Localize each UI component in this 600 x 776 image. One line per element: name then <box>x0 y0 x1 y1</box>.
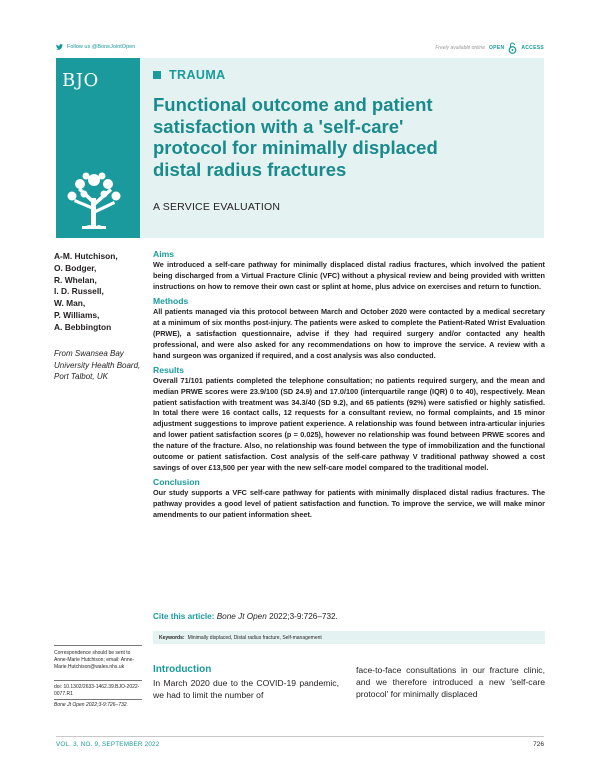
twitter-handle: Follow us @BoneJointOpen <box>67 44 136 50</box>
top-bar <box>56 44 544 56</box>
section-square <box>153 71 161 79</box>
abstract-text-results: Overall 71/101 patients completed the telephone consultation; no patients required surgery, and the mean and median PRWE scores were 23.9/100 (SD 24.9) and 17.0/100 (interquartile range (IQR) 0 to 40), respectively. Mean patient satisfaction with treatment was 34.3/40 (SD 9.2), and 65 patients (92%) were satisfied or highly satisfied. In total there were 16 contact calls, 12 requests for a consultant review, no formal complaints, and 15 minor adjustment suggestions to improve patient experience. A relationship was found between intra-articular injuries and lower patient satisfaction scores (p = 0.025), however no relationship was found between PRWE scores and the nature of the fracture. Also, no relationship was found between the type of immobilization and the functional outcome or patient satisfaction. Cost analysis of the self-care pathway V traditional pathway showed a cost savings of over £13,500 per year with the new self-care model compared to the traditional model. <box>153 375 545 473</box>
abstract-heading-methods: Methods <box>153 295 189 306</box>
open-lock-icon <box>508 42 517 54</box>
author-name: A-M. Hutchison, <box>54 251 118 261</box>
divider <box>54 699 142 700</box>
author-name: W. Man, <box>54 298 86 309</box>
divider <box>54 680 142 681</box>
introduction-heading: Introduction <box>153 664 212 675</box>
logo-text: BJO <box>62 70 99 91</box>
cite-label: Cite this article: <box>153 612 215 621</box>
oa-access-text: ACCESS <box>521 45 544 51</box>
abstract-text-conclusion: Our study supports a VFC self-care pathway for patients with minimally displaced distal radius fractures. The pathway provides a good level of patient satisfaction and function. To improve the service, we will make minor amendments to our patient information sheet. <box>153 488 545 520</box>
article-subtitle: A SERVICE EVALUATION <box>153 201 281 213</box>
author-name: O. Bodger, <box>54 262 97 273</box>
page-number: 726 <box>533 741 544 748</box>
journal-citation: Bone Jt Open 2022;3-9:726–732. <box>54 702 128 708</box>
journal-logo <box>56 58 140 238</box>
doi-link[interactable]: doi: 10.1302/2633-1462.39.BJO-2022-0077.R1 <box>54 684 140 697</box>
affiliation: From Swansea Bay University Health Board, Port Talbot, UK <box>54 349 141 381</box>
cite-this-article <box>153 612 338 621</box>
keywords-band <box>153 631 545 644</box>
section-tag <box>153 68 226 82</box>
author-name: I. D. Russell, <box>54 286 104 297</box>
introduction-text-col2: face-to-face consultations in our fracture clinic, and we therefore introduced a new 'self-care protocol' for minimally displaced <box>356 665 545 700</box>
author-name: P. Williams, <box>54 309 100 320</box>
footer-volume: VOL. 3, NO. 9, SEPTEMBER 2022 <box>56 741 160 748</box>
introduction-text-col1: In March 2020 due to the COVID-19 pandemic, we had to limit the number of <box>153 678 339 701</box>
author-list <box>54 251 150 334</box>
footer-divider <box>56 736 544 737</box>
keywords-list: Minimally displaced, Distal radius fracture, Self-management <box>187 634 322 641</box>
correspondence-note: Correspondence should be sent to Anne-Marie Hutchison; email: Anne-Marie.Hutchison@wales.nhs.uk <box>54 650 135 670</box>
twitter-follow[interactable] <box>56 44 135 50</box>
author-name: R. Whelan, <box>54 274 97 285</box>
twitter-icon <box>56 44 63 50</box>
divider <box>54 645 142 646</box>
abstract-text-aims: We introduced a self-care pathway for minimally displaced distal radius fractures, which involved the patient being discharged from a Virtual Fracture Clinic (VFC) without a physical review and being provided with written instructions on how to remove their own cast or splint at home, plus advice on exercises and return to function. <box>153 260 545 291</box>
abstract-text-methods: All patients managed via this protocol between March and October 2020 were contacted by a medical secretary at a minimum of six months post-injury. The patients were asked to complete the Patient-Rated Wrist Evaluation (PRWE), a satisfaction questionnaire, advise if they had required surgery and/or contacted any health professional, and were also asked for any recommendations on how to improve the service. A review with a hand surgeon was organized if required, and a cost analysis was also conducted. <box>153 306 545 360</box>
keywords-label: Keywords: <box>159 634 185 641</box>
abstract-heading-results: Results <box>153 364 185 375</box>
open-access-badge <box>435 42 544 54</box>
oa-free-text: Freely available online <box>435 45 485 51</box>
cite-journal: Bone Jt Open <box>216 612 267 621</box>
author-name: A. Bebbington <box>54 321 112 332</box>
abstract-heading-aims: Aims <box>153 249 175 259</box>
tree-logo-icon <box>64 170 124 232</box>
abstract <box>153 248 545 523</box>
section-label: TRAUMA <box>169 68 226 82</box>
article-title: Functional outcome and patient satisfaction with a 'self-care' protocol for minimally displaced distal radius fractures <box>153 94 438 180</box>
abstract-heading-conclusion: Conclusion <box>153 477 200 488</box>
oa-open-text: OPEN <box>488 45 505 51</box>
cite-reference: 2022;3-9:726–732. <box>269 612 338 621</box>
